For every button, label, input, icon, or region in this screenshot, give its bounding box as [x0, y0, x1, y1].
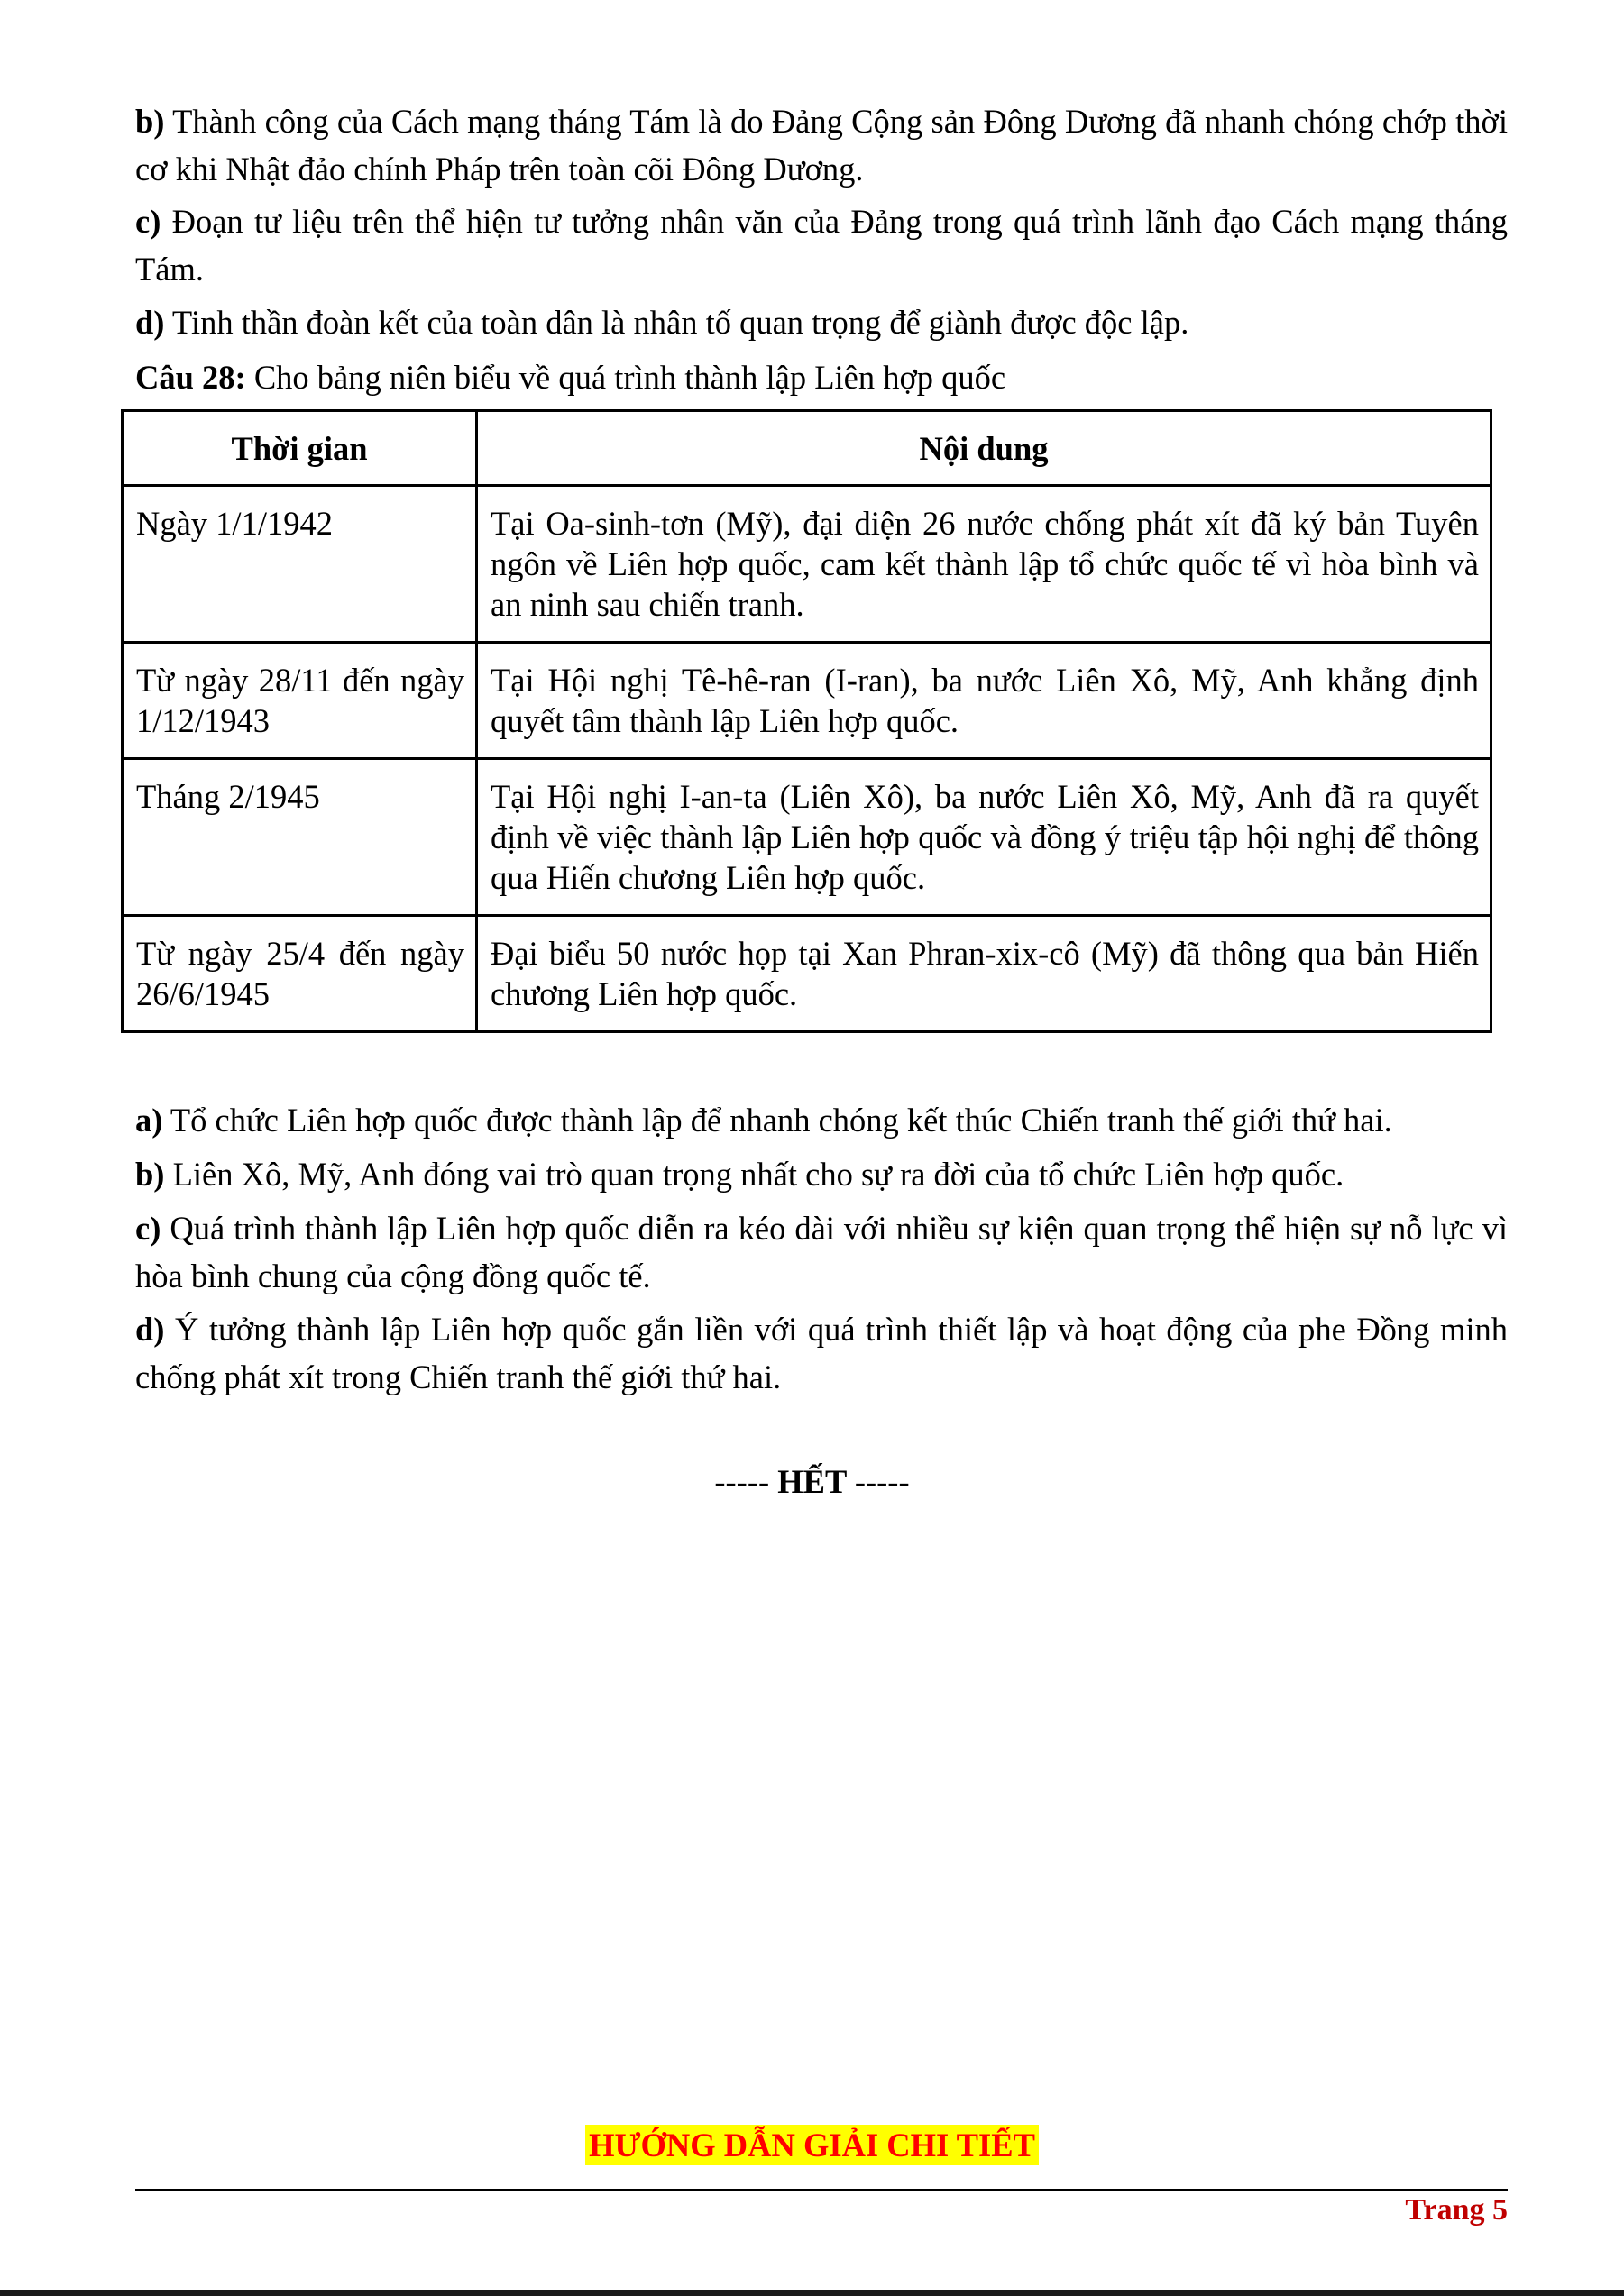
- table-row: [123, 759, 1491, 916]
- cell-content: Tại Hội nghị I-an-ta (Liên Xô), ba nước Liên Xô, Mỹ, Anh đã ra quyết định về việc thành lập Liên hợp quốc và đồng ý triệu tập hội nghị để thông qua Hiến chương Liên hợp quốc.: [477, 759, 1491, 916]
- question-label: Câu 28:: [135, 359, 246, 396]
- option-label: b): [135, 103, 165, 140]
- option-text: Tinh thần đoàn kết của toàn dân là nhân tố quan trọng để giành được độc lập.: [164, 304, 1189, 341]
- page-bottom-edge: [0, 2290, 1624, 2296]
- option-label: c): [135, 203, 161, 240]
- q27-option-b: [135, 97, 1508, 193]
- q28-option-b: [135, 1150, 1508, 1198]
- option-text: Đoạn tư liệu trên thể hiện tư tưởng nhân văn của Đảng trong quá trình lãnh đạo Cách mạng tháng Tám.: [135, 203, 1508, 288]
- cell-content: Đại biểu 50 nước họp tại Xan Phran-xix-cô (Mỹ) đã thông qua bản Hiến chương Liên hợp quốc.: [477, 916, 1491, 1032]
- q28-option-d: [135, 1305, 1508, 1401]
- cell-content: Tại Oa-sinh-tơn (Mỹ), đại diện 26 nước chống phát xít đã ký bản Tuyên ngôn về Liên hợp quốc, cam kết thành lập tổ chức quốc tế vì hòa bình và an ninh sau chiến tranh.: [477, 486, 1491, 643]
- q28-option-a: [135, 1096, 1508, 1144]
- q28-option-c: [135, 1204, 1508, 1300]
- header-time: Thời gian: [123, 411, 477, 486]
- guide-heading-wrapper: [0, 2126, 1624, 2164]
- q28-prompt: [135, 353, 1508, 401]
- table-row: [123, 916, 1491, 1032]
- page-number: Trang 5: [1405, 2193, 1508, 2227]
- footer-divider: [135, 2189, 1508, 2191]
- option-text: Thành công của Cách mạng tháng Tám là do Đảng Cộng sản Đông Dương đã nhanh chóng chớp thời cơ khi Nhật đảo chính Pháp trên toàn cõi Đông Dương.: [135, 103, 1508, 188]
- option-text: Liên Xô, Mỹ, Anh đóng vai trò quan trọng nhất cho sự ra đời của tổ chức Liên hợp quốc.: [164, 1156, 1344, 1193]
- cell-time: Tháng 2/1945: [123, 759, 477, 916]
- q27-option-c: [135, 197, 1508, 293]
- cell-time: Từ ngày 28/11 đến ngày 1/12/1943: [123, 643, 477, 759]
- q27-option-d: [135, 298, 1508, 346]
- table-row: [123, 643, 1491, 759]
- guide-heading: HƯỚNG DẪN GIẢI CHI TIẾT: [585, 2125, 1039, 2165]
- option-label: d): [135, 304, 165, 341]
- option-label: c): [135, 1210, 161, 1247]
- table-row: [123, 486, 1491, 643]
- end-marker: ----- HẾT -----: [714, 1463, 910, 1500]
- option-text: Tổ chức Liên hợp quốc được thành lập để nhanh chóng kết thúc Chiến tranh thế giới thứ hai.: [162, 1102, 1392, 1139]
- option-text: Ý tưởng thành lập Liên hợp quốc gắn liền với quá trình thiết lập và hoạt động của phe Đồng minh chống phát xít trong Chiến tranh thế giới thứ hai.: [135, 1311, 1508, 1395]
- cell-content: Tại Hội nghị Tê-hê-ran (I-ran), ba nước Liên Xô, Mỹ, Anh khẳng định quyết tâm thành lập Liên hợp quốc.: [477, 643, 1491, 759]
- option-text: Quá trình thành lập Liên hợp quốc diễn ra kéo dài với nhiều sự kiện quan trọng thể hiện sự nỗ lực vì hòa bình chung của cộng đồng quốc tế.: [135, 1210, 1508, 1294]
- cell-time: Ngày 1/1/1942: [123, 486, 477, 643]
- timeline-table: [121, 409, 1492, 1033]
- question-text: Cho bảng niên biểu về quá trình thành lập Liên hợp quốc: [245, 359, 1006, 396]
- header-content: Nội dung: [477, 411, 1491, 486]
- option-label: b): [135, 1156, 165, 1193]
- option-label: d): [135, 1311, 165, 1348]
- option-label: a): [135, 1102, 163, 1139]
- cell-time: Từ ngày 25/4 đến ngày 26/6/1945: [123, 916, 477, 1032]
- table-header-row: [123, 411, 1491, 486]
